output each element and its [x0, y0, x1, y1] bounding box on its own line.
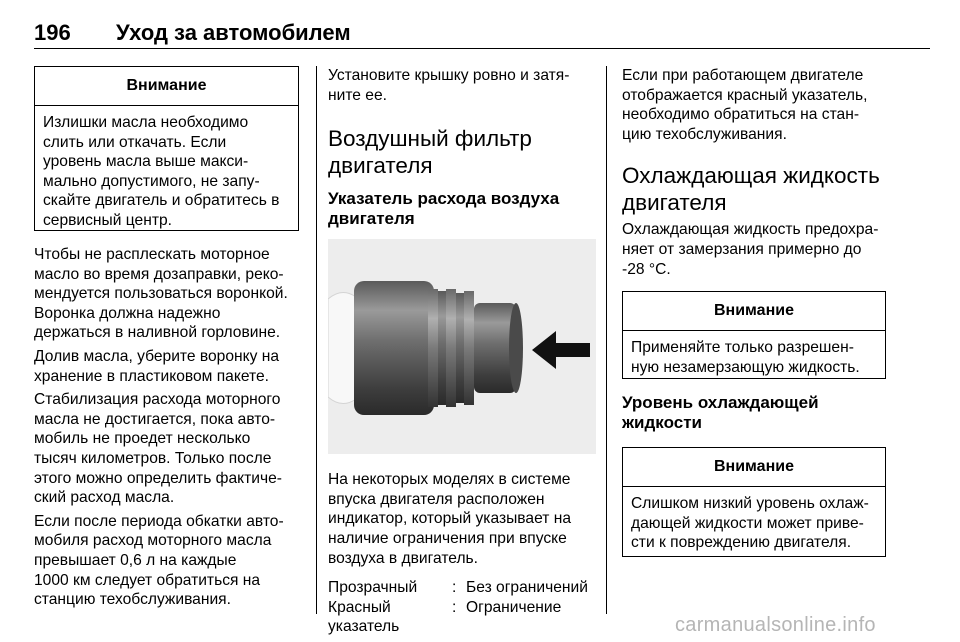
paragraph: Стабилизация расхода моторного масла не достигается, пока авто- мобиль не проедет несколько тысяч километров. Только после этого можно определить фактиче- ский расход масла. — [34, 391, 282, 507]
paragraph: На некоторых моделях в системе впуска двигателя расположен индикатор, который указывает на наличие ограничения при впуске воздуха в двигатель. — [328, 471, 572, 567]
table-row: указатель — [328, 618, 400, 636]
subsection-heading: Указатель расхода воздуха двигателя — [328, 189, 560, 229]
intro-paragraph: Если при работающем двигателе отображается красный указатель, необходимо обратиться на стан- цию техобслуживания. — [622, 67, 868, 143]
paragraph: Если после периода обкатки авто- мобиля расход моторного масла превышает 0,6 л на каждые 1000 км следует обратиться на станцию техобслуживания. — [34, 512, 284, 609]
paragraph: Чтобы не расплескать моторное масло во время дозаправки, реко- мендуется пользоваться воронкой. Воронка должна надежно держаться в наливной горловине. — [34, 246, 288, 342]
header-rule — [34, 48, 930, 49]
chapter-title: Уход за автомобилем — [116, 20, 351, 45]
warning-line: Излишки масла необходимо — [43, 114, 249, 131]
watermark: carmanualsonline.info — [675, 614, 876, 636]
intro-paragraph: Установите крышку ровно и затя- ните ее. — [328, 67, 570, 104]
warning-box — [34, 66, 299, 231]
air-filter-indicator-image — [328, 239, 596, 454]
section-heading: Охлаждающая жидкость двигателя — [622, 163, 880, 216]
warning-box — [622, 291, 886, 379]
column-1 — [34, 66, 301, 614]
column-divider-2 — [606, 66, 607, 614]
warning-title: Внимание — [623, 292, 885, 331]
warning-box — [622, 447, 886, 557]
warning-line: уровень масла выше макси- — [43, 153, 249, 171]
paragraph: Охлаждающая жидкость предохра- няет от замерзания примерно до -28 °C. — [622, 221, 879, 278]
warning-line: слить или откачать. Если — [43, 133, 227, 151]
page-header — [34, 18, 930, 50]
warning-text: Применяйте только разрешен- ную незамерзающую жидкость. — [631, 339, 860, 376]
subsection-heading: Уровень охлаждающей жидкости — [622, 393, 819, 433]
indicator-table — [328, 578, 596, 637]
warning-title: Внимание — [623, 448, 885, 487]
table-row: Прозрачный : Без ограничений — [328, 579, 588, 597]
column-divider-1 — [316, 66, 317, 614]
paragraph: Долив масла, уберите воронку на хранение в пластиковом пакете. — [34, 347, 280, 385]
page-number: 196 — [34, 20, 71, 45]
warning-title: Внимание — [35, 67, 298, 106]
column-3 — [622, 66, 888, 557]
warning-line: мально допустимого, не запу- — [43, 172, 260, 190]
column-2 — [328, 66, 596, 637]
table-row: Красный : Ограничение — [328, 598, 562, 616]
warning-text: Слишком низкий уровень охлаж- дающей жидкости может приве- сти к повреждению двигателя. — [631, 495, 869, 552]
warning-line: скайте двигатель и обратитесь в — [43, 192, 280, 210]
section-heading: Воздушный фильтр двигателя — [328, 126, 532, 179]
warning-text — [35, 106, 298, 239]
warning-line: сервисный центр. — [43, 211, 172, 229]
